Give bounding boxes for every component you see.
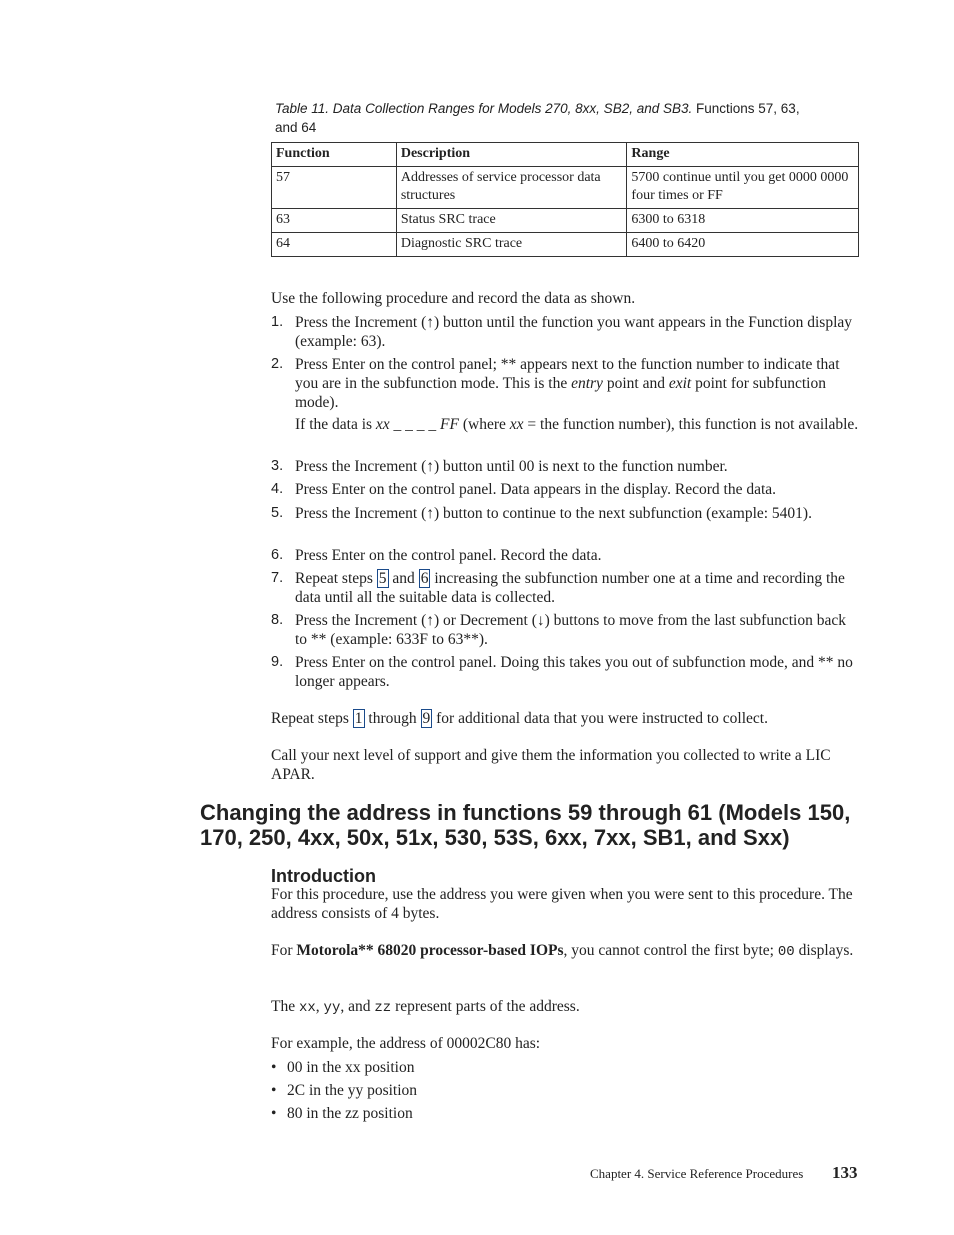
code-yy: yy	[323, 1000, 341, 1016]
para-part: for additional data that you were instructed to collect.	[432, 710, 768, 727]
step-number: 3.	[271, 458, 284, 474]
page-number: 133	[832, 1163, 858, 1182]
list-item-text: 80 in the zz position	[287, 1105, 413, 1122]
step-number: 4.	[271, 481, 284, 497]
step-text-part: point and	[602, 375, 669, 392]
step-text: Press the Increment (↑) button until 00 is next to the function number.	[295, 458, 728, 475]
table-caption-rest: Functions 57, 63,	[692, 101, 800, 116]
step-number: 2.	[271, 356, 284, 372]
table-cell: 57	[272, 167, 397, 209]
table-cell: Diagnostic SRC trace	[396, 233, 627, 257]
table-caption	[275, 99, 855, 137]
note-part: = the function number), this function is not available.	[523, 416, 859, 433]
step-text: Press the Increment (↑) button until the function you want appears in the Function display (example: 63).	[295, 314, 853, 350]
note-text	[295, 415, 861, 434]
step-text-part: Press Enter on the control panel; ** appears next to the function number to indicate that you are in the subfunction mode. This is the	[295, 356, 840, 392]
step-text	[295, 355, 861, 412]
table-cell: 63	[272, 209, 397, 233]
table-row	[272, 233, 859, 257]
bullet-icon: •	[271, 1059, 277, 1076]
call-support-paragraph: Call your next level of support and give them the information you collected to write a LIC APAR.	[271, 747, 831, 783]
step-number: 1.	[271, 314, 284, 330]
step-text: Press Enter on the control panel. Record the data.	[295, 547, 602, 564]
motorola-paragraph	[271, 941, 861, 962]
column-header-description: Description	[396, 143, 627, 167]
note-part: If the data is	[295, 416, 376, 433]
code-value: 00	[777, 944, 795, 960]
footer-chapter: Chapter 4. Service Reference Procedures	[590, 1166, 804, 1181]
table-cell: 64	[272, 233, 397, 257]
para-part: ,	[315, 998, 324, 1015]
table-cell: Status SRC trace	[396, 209, 627, 233]
para-part: The	[271, 998, 299, 1015]
step-5-link[interactable]: 5	[378, 570, 387, 587]
data-pattern: xx _ _ _ _ FF	[375, 416, 459, 433]
step-number: 9.	[271, 654, 284, 670]
table-cell: 5700 continue until you get 0000 0000 four times or FF	[627, 167, 859, 209]
address-parts-paragraph	[271, 997, 861, 1018]
bullet-icon: •	[271, 1105, 277, 1122]
para-part: represent parts of the address.	[391, 998, 580, 1015]
para-part: Repeat steps	[271, 710, 353, 727]
step-6-link[interactable]: 6	[420, 570, 429, 587]
para-part: through	[364, 710, 421, 727]
note-part: (where	[459, 416, 510, 433]
step-number: 8.	[271, 612, 284, 628]
step-text-part: increasing the subfunction number one at a time and recording the data until all the suitable data is collected.	[295, 570, 845, 606]
para-part: , you cannot control the first byte;	[563, 942, 778, 959]
column-header-range: Range	[627, 143, 859, 167]
step-number: 5.	[271, 505, 284, 521]
code-zz: zz	[374, 1000, 392, 1016]
repeat-paragraph	[271, 709, 861, 728]
step-number: 6.	[271, 547, 284, 563]
procedure-paragraph: For this procedure, use the address you were given when you were sent to this procedure. The address consists of 4 bytes.	[271, 886, 853, 922]
table-caption-label: Table 11. Data Collection Ranges for Models 270, 8xx, SB2, and SB3.	[275, 101, 693, 116]
bullet-icon: •	[271, 1082, 277, 1099]
step-text: Press Enter on the control panel. Data appears in the display. Record the data.	[295, 481, 777, 498]
step-text	[295, 569, 861, 607]
example-paragraph: For example, the address of 00002C80 has:	[271, 1035, 541, 1052]
table-cell: 6300 to 6318	[627, 209, 859, 233]
table-row	[272, 167, 859, 209]
list-item-text: 2C in the yy position	[287, 1082, 418, 1099]
section-heading: Changing the address in functions 59 through 61 (Models 150, 170, 250, 4xx, 50x, 51x, 530, 53S, 6xx, 7xx, SB1, and Sxx)	[200, 800, 851, 850]
data-collection-table	[271, 142, 859, 257]
list-item-text: 00 in the xx position	[287, 1059, 415, 1076]
step-1-link[interactable]: 1	[354, 710, 363, 727]
exit-term: exit	[668, 375, 692, 392]
step-number: 7.	[271, 570, 284, 586]
para-part: , and	[340, 998, 375, 1015]
step-text: Press the Increment (↑) or Decrement (↓) buttons to move from the last subfunction back to ** (example: 633F to 63**).	[295, 612, 846, 648]
entry-term: entry	[571, 375, 603, 392]
step-text-part: Repeat steps	[295, 570, 377, 587]
processor-term: Motorola** 68020 processor-based IOPs	[296, 942, 564, 959]
table-cell: Addresses of service processor data structures	[396, 167, 627, 209]
procedure-intro: Use the following procedure and record the data as shown.	[271, 290, 636, 307]
column-header-function: Function	[272, 143, 397, 167]
step-9-link[interactable]: 9	[422, 710, 431, 727]
para-part: displays.	[794, 942, 854, 959]
step-text: Press Enter on the control panel. Doing this takes you out of subfunction mode, and ** no longer appears.	[295, 654, 853, 690]
table-cell: 6400 to 6420	[627, 233, 859, 257]
step-text-part: point for subfunction mode).	[295, 375, 826, 411]
subheading-introduction: Introduction	[271, 866, 376, 886]
para-part: For	[271, 942, 297, 959]
xx-term: xx	[509, 416, 524, 433]
table-caption-line2: and 64	[275, 120, 317, 135]
table-row	[272, 209, 859, 233]
step-text: Press the Increment (↑) button to continue to the next subfunction (example: 5401).	[295, 505, 812, 522]
table-header-row	[272, 143, 859, 167]
code-xx: xx	[298, 1000, 316, 1016]
step-text-part: and	[388, 570, 419, 587]
